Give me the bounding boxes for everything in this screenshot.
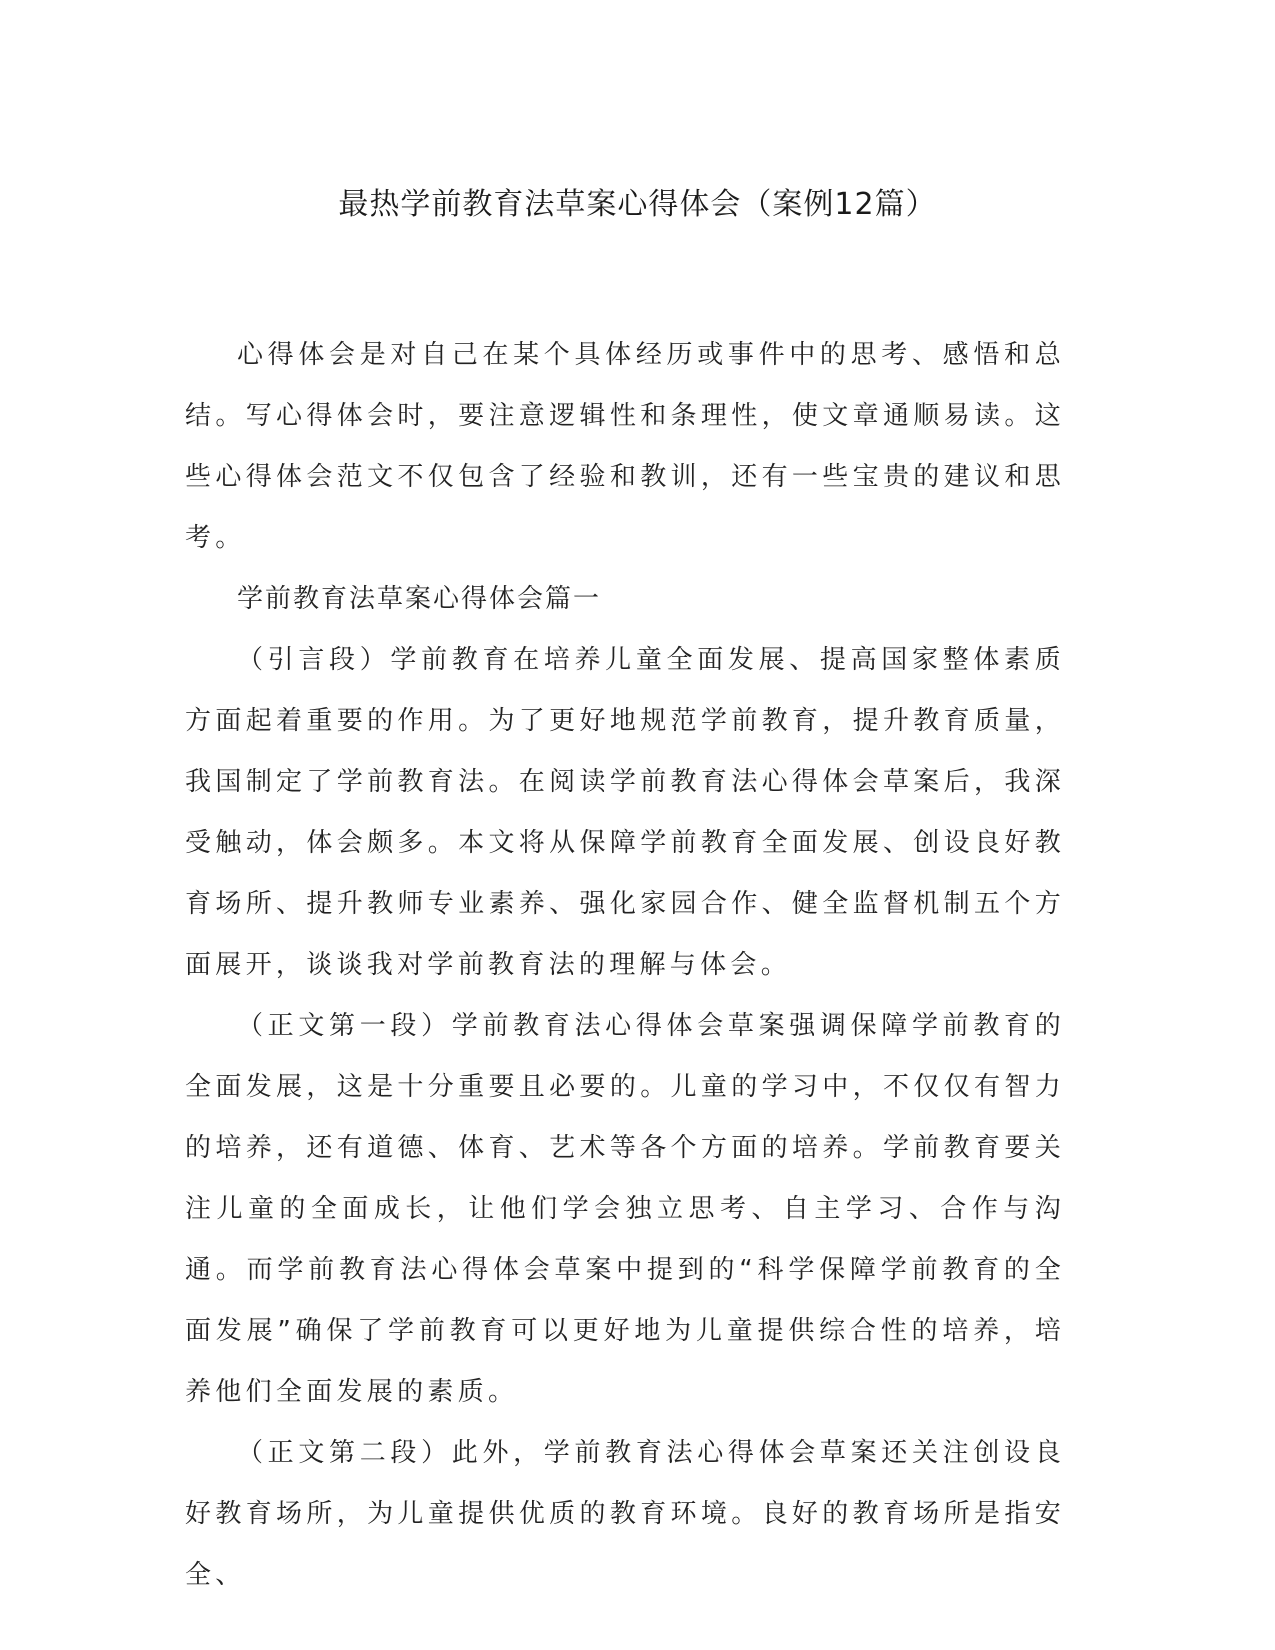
section-heading: 学前教育法草案心得体会篇一 (237, 584, 602, 614)
paragraph-body-2: （正文第二段）此外，学前教育法心得体会草案还关注创设良好教育场所，为儿童提供优质的教育环境。良好的教育场所是指安全、 (185, 1438, 1065, 1590)
document-title: 最热学前教育法草案心得体会（案例12篇） (338, 187, 937, 222)
paragraph-introduction: （引言段）学前教育在培养儿童全面发展、提高国家整体素质方面起着重要的作用。为了更好地规范学前教育，提升教育质量，我国制定了学前教育法。在阅读学前教育法心得体会草案后，我深受触动，体会颇多。本文将从保障学前教育全面发展、创设良好教育场所、提升教师专业素养、强化家园合作、健全监督机制五个方面展开，谈谈我对学前教育法的理解与体会。 (185, 645, 1065, 980)
paragraph-body-1: （正文第一段）学前教育法心得体会草案强调保障学前教育的全面发展，这是十分重要且必要的。儿童的学习中，不仅仅有智力的培养，还有道德、体育、艺术等各个方面的培养。学前教育要关注儿童的全面成长，让他们学会独立思考、自主学习、合作与沟通。而学前教育法心得体会草案中提到的“科学保障学前教育的全面发展”确保了学前教育可以更好地为儿童提供综合性的培养，培养他们全面发展的素质。 (185, 1011, 1065, 1407)
intro-paragraph: 心得体会是对自己在某个具体经历或事件中的思考、感悟和总结。写心得体会时，要注意逻辑性和条理性，使文章通顺易读。这些心得体会范文不仅包含了经验和教训，还有一些宝贵的建议和思考。 (185, 340, 1065, 553)
document-body (185, 325, 1065, 1606)
